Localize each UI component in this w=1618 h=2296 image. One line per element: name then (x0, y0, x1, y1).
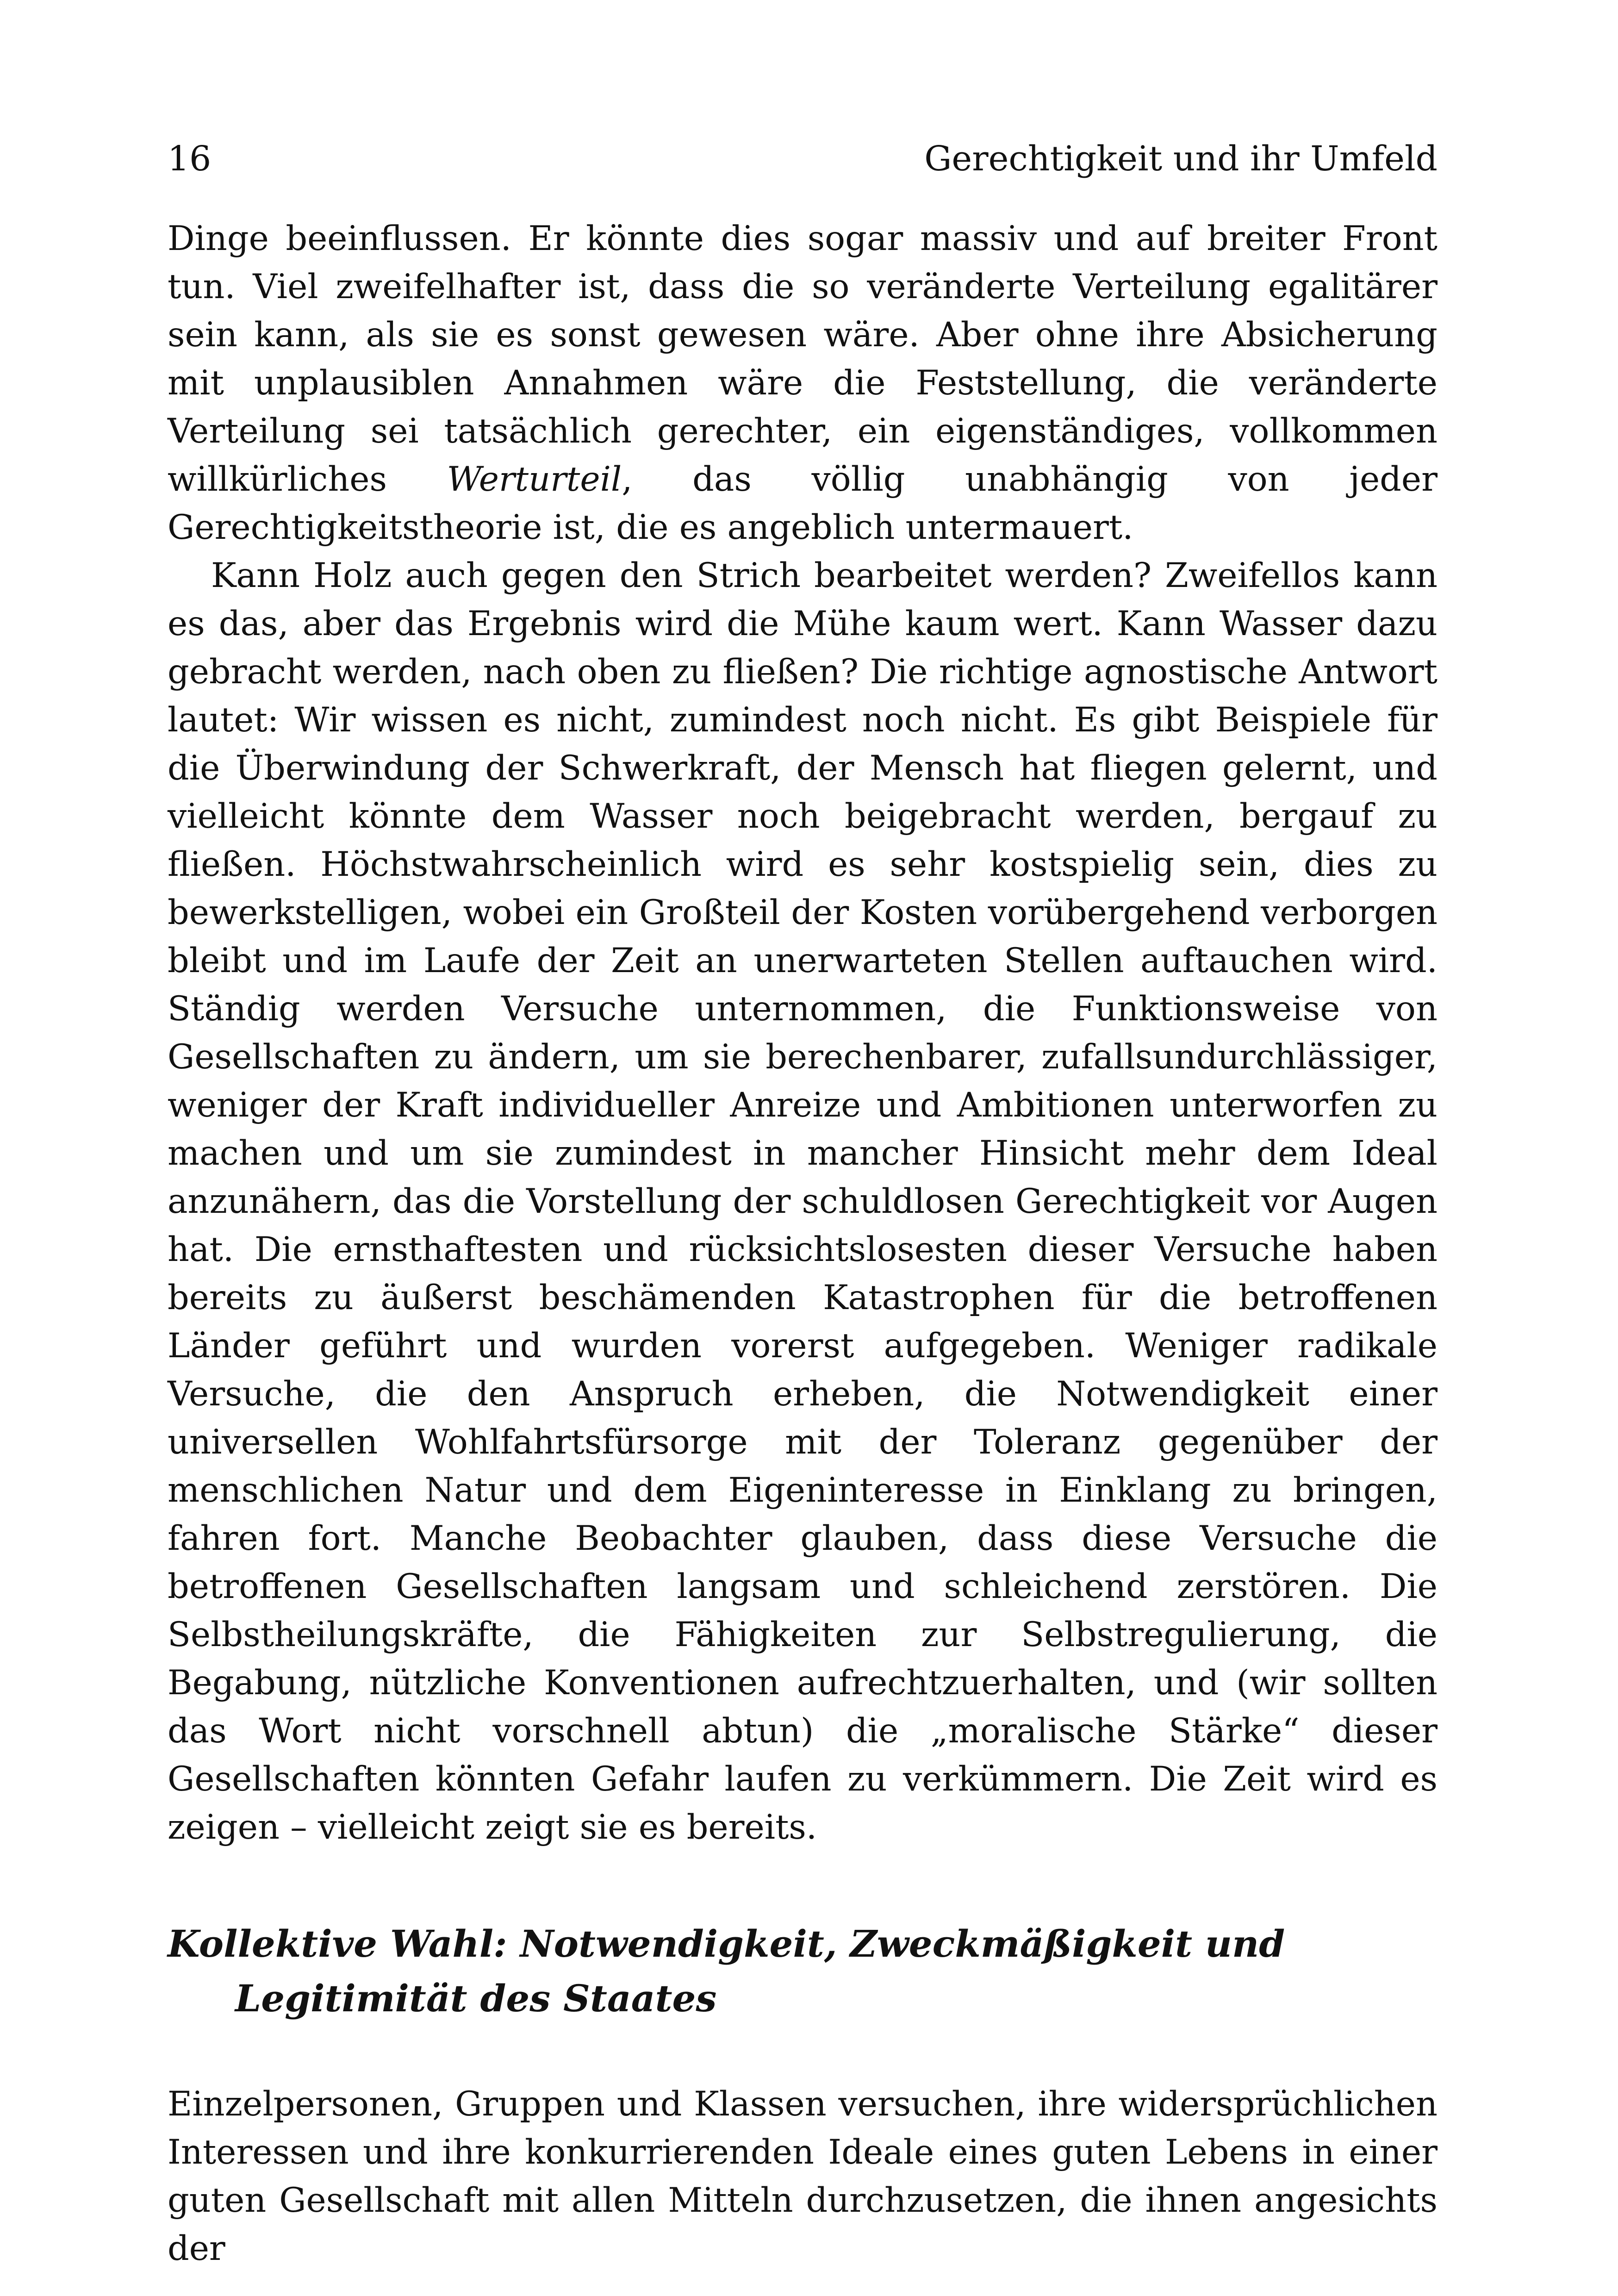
paragraph-3: Einzelpersonen, Gruppen und Klassen versuchen, ihre widersprüchlichen Interessen und ihre konkurrierenden Ideale eines guten Lebens in einer guten Gesellschaft mit allen Mitteln durchzusetzen, die ihnen angesichts der (168, 2084, 1438, 2268)
section-heading: Kollektive Wahl: Notwendigkeit, Zweckmäßigkeit und Legitimität des Staates (168, 1922, 1285, 2020)
paragraph-1-text-start: Dinge beeinflussen. Er könnte dies sogar massiv und auf breiter Front tun. Viel zweifelhafter ist, dass die so veränderte Verteilung egalitärer sein kann, als sie es sonst gewesen wäre. Aber ohne ihre Absicherung mit unplausiblen Annahmen wäre die Feststellung, die veränderte Verteilung sei tatsächlich gerechter, ein eigenständiges, vollkommen willkürliches (168, 219, 1438, 499)
body-text (168, 215, 1438, 2273)
paragraph-2: Kann Holz auch gegen den Strich bearbeitet werden? Zweifellos kann es das, aber das Ergebnis wird die Mühe kaum wert. Kann Wasser dazu gebracht werden, nach oben zu fließen? Die richtige agnostische Antwort lautet: Wir wissen es nicht, zumindest noch nicht. Es gibt Beispiele für die Überwindung der Schwerkraft, der Mensch hat fliegen gelernt, und vielleicht könnte dem Wasser noch beigebracht werden, bergauf zu fließen. Höchstwahrscheinlich wird es sehr kostspielig sein, dies zu bewerkstelligen, wobei ein Großteil der Kosten vorübergehend verborgen bleibt und im Laufe der Zeit an unerwarteten Stellen auftauchen wird. Ständig werden Versuche unternommen, die Funktionsweise von Gesellschaften zu ändern, um sie berechenbarer, zufallsundurchlässiger, weniger der Kraft individueller Anreize und Ambitionen unterworfen zu machen und um sie zumindest in mancher Hinsicht mehr dem Ideal anzunähern, das die Vorstellung der schuldlosen Gerechtigkeit vor Augen hat. Die ernsthaftesten und rücksichtslosesten dieser Versuche haben bereits zu äußerst beschämenden Katastrophen für die betroffenen Länder geführt und wurden vorerst aufgegeben. Weniger radikale Versuche, die den Anspruch erheben, die Notwendigkeit einer universellen Wohlfahrtsfürsorge mit der Toleranz gegenüber der menschlichen Natur und dem Eigeninteresse in Einklang zu bringen, fahren fort. Manche Beobachter glauben, dass diese Versuche die betroffenen Gesellschaften langsam und schleichend zerstören. Die Selbstheilungskräfte, die Fähigkeiten zur Selbstregulierung, die Begabung, nützliche Konventionen aufrechtzuerhalten, und (wir sollten das Wort nicht vorschnell abtun) die „moralische Stärke“ dieser Gesellschaften könnten Gefahr laufen zu verkümmern. Die Zeit wird es zeigen – vielleicht zeigt sie es bereits. (168, 556, 1438, 1847)
emphasized-term: Werturteil (447, 460, 622, 499)
page-number: 16 (168, 139, 212, 179)
running-header (168, 133, 1438, 184)
running-title: Gerechtigkeit und ihr Umfeld (924, 139, 1438, 179)
paragraph-1-text-end: , das völlig unabhängig von jeder Gerechtigkeitstheorie ist, die es angeblich untermauert. (168, 460, 1438, 547)
paragraph-1 (168, 215, 1438, 552)
